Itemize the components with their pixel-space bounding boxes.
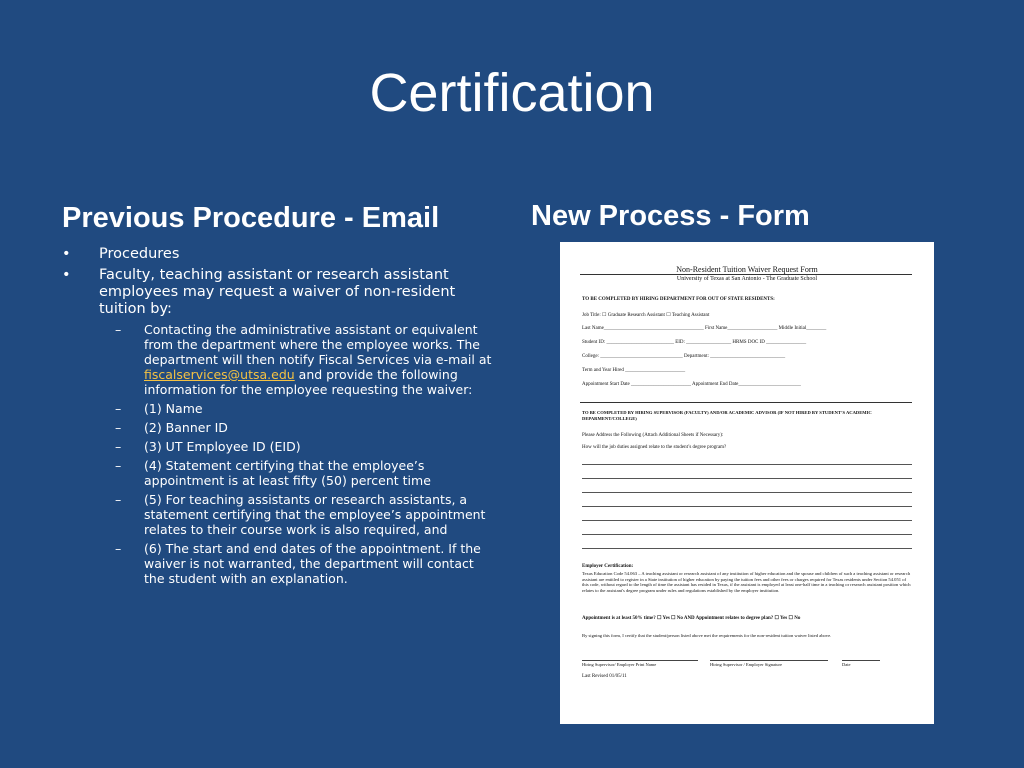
bullet-icon: •: [62, 246, 71, 262]
list-item-text: (2) Banner ID: [144, 420, 228, 435]
answer-line: [582, 478, 912, 479]
form-field-ids: Student ID: ___________________________ EID: __________________ HRMS DOC ID ________________: [582, 340, 807, 345]
revised-date: Last Revised 01/05/11: [582, 674, 627, 679]
procedure-list: [62, 246, 496, 590]
answer-line: [582, 464, 912, 465]
divider: [580, 274, 912, 275]
dash-icon: –: [115, 541, 122, 556]
list-item-text: (5) For teaching assistants or research assistants, a statement certifying that the employee’s appointment relates to their course work is also required, and: [144, 492, 486, 537]
list-item-text: Procedures: [99, 246, 180, 262]
fiscal-services-email-link[interactable]: fiscalservices@utsa.edu: [144, 367, 295, 382]
list-item-text: Contacting the administrative assistant or equivalent from the department where the employee works. The department will then notify Fiscal Services via e-mail at: [144, 322, 492, 367]
appointment-question: Appointment is at least 50% time? ☐ Yes ☐ No AND Appointment relates to degree plan? ☐ Yes ☐ No: [582, 616, 801, 621]
answer-line: [582, 506, 912, 507]
left-column-heading: Previous Procedure - Email: [62, 202, 440, 234]
list-item-text: Faculty, teaching assistant or research assistant employees may request a waiver of non-resident tuition by:: [99, 267, 456, 317]
sub-list-item: [62, 458, 496, 488]
list-item-text: (4) Statement certifying that the employee’s appointment is at least fifty (50) percent time: [144, 458, 431, 488]
cert-text: Texas Education Code 54.063 – A teaching assistant or research assistant of any institution of higher education and the spouse and children of such a teaching assistant or research assistant are entitled to register in a State institution of higher education by paying the tuition fees and other fees or charges required for Texas residents under Section 54.051 of this code, without regard to the length of time the assistant has resided in Texas, if the assistant is employed at least one-half time in a teaching or research assistant position which relates to the assistant's degree program under rules and regulations established by the employer institution.: [582, 571, 911, 594]
dash-icon: –: [115, 322, 122, 337]
dash-icon: –: [115, 439, 122, 454]
sub-list-item: [62, 420, 496, 435]
bullet-icon: •: [62, 267, 71, 283]
divider: [580, 402, 912, 403]
cert-heading: Employer Certification:: [582, 564, 634, 569]
slide-title: Certification: [369, 63, 655, 123]
list-item: [62, 267, 496, 318]
dash-icon: –: [115, 401, 122, 416]
form-title: Non-Resident Tuition Waiver Request Form: [676, 265, 818, 274]
dash-icon: –: [115, 492, 122, 507]
form-field-name: Last Name________________________________________ First Name____________________ Middle Initial________: [582, 326, 827, 331]
dash-icon: –: [115, 420, 122, 435]
form-field-dates: Appointment Start Date ________________________ Appointment End Date_________________________: [582, 382, 801, 387]
list-item-text: (1) Name: [144, 401, 203, 416]
dash-icon: –: [115, 458, 122, 473]
form-field-college: College: _________________________________ Department: ______________________________: [582, 354, 786, 359]
right-column-heading: New Process - Form: [531, 200, 810, 232]
list-item-text: (6) The start and end dates of the appointment. If the waiver is not warranted, the department will contact the student with an explanation.: [144, 541, 481, 586]
form-section-heading: TO BE COMPLETED BY HIRING DEPARTMENT FOR OUT OF STATE RESIDENTS:: [582, 297, 775, 302]
list-item-text: (3) UT Employee ID (EID): [144, 439, 301, 454]
list-item: [62, 246, 496, 263]
answer-line: [582, 520, 912, 521]
answer-line: [582, 548, 912, 549]
sig-date: Date: [842, 660, 880, 667]
sign-statement: By signing this form, I certify that the student/person listed above met the requirements for the non-resident tuition waiver listed above.: [582, 633, 832, 638]
form-section-heading: TO BE COMPLETED BY HIRING SUPERVISOR (FACULTY) AND/OR ACADEMIC ADVISOR (IF NOT HIRED BY STUDENT’S ACADEMIC DEPARMENT/COLLEGE): [582, 410, 872, 421]
form-question: How will the job duties assigned relate to the student’s degree program?: [582, 445, 727, 450]
form-field-job-title: Job Title: ☐ Graduate Research Assistant ☐ Teaching Assistant: [582, 313, 710, 318]
answer-line: [582, 492, 912, 493]
answer-line: [582, 534, 912, 535]
sub-list-item: [62, 401, 496, 416]
sub-list-item: [62, 322, 496, 397]
form-subtitle: University of Texas at San Antonio - The Graduate School: [676, 276, 818, 282]
waiver-form-preview: [560, 242, 934, 724]
form-instructions: Please Address the Following (Attach Additional Sheets if Necessary):: [582, 433, 724, 438]
sub-list-item: [62, 492, 496, 537]
form-field-term: Term and Year Hired ________________________: [582, 368, 686, 373]
sub-list-item: [62, 439, 496, 454]
list-item-text: and provide the following information for the employee requesting the waiver:: [144, 367, 473, 397]
sub-list-item: [62, 541, 496, 586]
sig-print-name: Hiring Supervisor/ Employer Print Name: [582, 660, 698, 667]
sig-signature: Hiring Supervisor / Employer Signature: [710, 660, 828, 667]
